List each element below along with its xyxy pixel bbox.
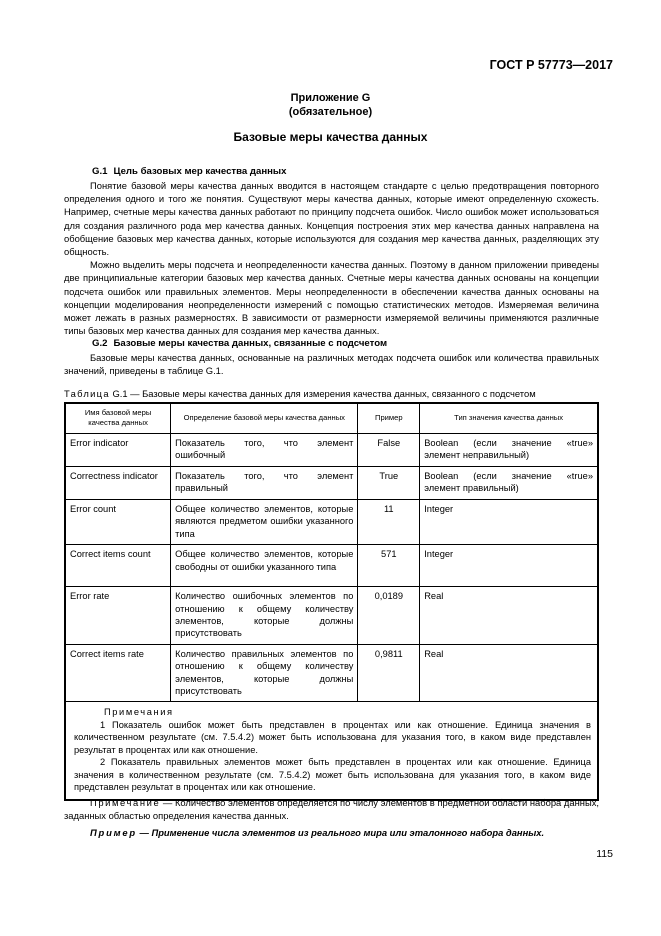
table-row <box>65 434 598 467</box>
column-header: Тип значения качества данных <box>420 403 598 434</box>
table-row <box>65 500 598 545</box>
section-g1-number: G.1 <box>92 166 108 177</box>
example-text: — Применение числа элементов из реального мира или эталонного набора данных. <box>136 827 545 838</box>
appendix-heading <box>0 91 661 119</box>
page-number: 115 <box>596 848 613 860</box>
table-cell: 571 <box>358 545 420 587</box>
table-cell: False <box>358 434 420 467</box>
table-cell: Error rate <box>65 587 171 645</box>
table-cell: Boolean (если значение «true» элемент правильный) <box>420 467 598 500</box>
paragraph: Базовые меры качества данных, основанные на различных методах подсчета ошибок или количества правильных значений, приведены в таблице G.1. <box>64 352 599 377</box>
section-g2-title: Базовые меры качества данных, связанные с подсчетом <box>113 338 388 349</box>
table-cell: Integer <box>420 500 598 545</box>
appendix-status: (обязательное) <box>288 106 373 118</box>
table-cell: Error count <box>65 500 171 545</box>
column-header: Определение базовой меры качества данных <box>171 403 358 434</box>
table-row <box>65 587 598 645</box>
appendix-label: Приложение G <box>290 92 371 104</box>
table-cell: Количество правильных элементов по отношению к общему количеству элементов, которые должны присутствовать <box>171 644 358 702</box>
table-caption-text: G.1 — Базовые меры качества данных для измерения качества данных, связанного с подсчетом <box>109 388 536 399</box>
document-code: ГОСТ Р 57773—2017 <box>489 58 613 72</box>
table-cell: Количество ошибочных элементов по отношению к общему количеству элементов, которые должны присутствовать <box>171 587 358 645</box>
table-header-row <box>65 403 598 434</box>
table-cell: Integer <box>420 545 598 587</box>
table-row <box>65 644 598 702</box>
table-cell: Показатель того, что элемент правильный <box>171 467 358 500</box>
section-g2-heading <box>92 338 393 349</box>
table-cell: Real <box>420 644 598 702</box>
appendix-title: Базовые меры качества данных <box>233 130 428 144</box>
after-table-note <box>64 796 599 822</box>
table-cell: Correct items count <box>65 545 171 587</box>
note-item: 2 Показатель правильных элементов может быть представлен в процентах или как отношение. Единица значения в количественном результате (см. 7.5.4.2) может быть использована для указания того, в каком виде представлен результат в процентах или как отношение. <box>74 757 591 792</box>
table-cell: 0,9811 <box>358 644 420 702</box>
section-g1-body <box>64 179 599 337</box>
table-notes-row <box>65 702 598 800</box>
section-g1-title: Цель базовых мер качества данных <box>113 166 287 177</box>
example-line <box>64 826 599 839</box>
table-cell: Общее количество элементов, которые свободны от ошибки указанного типа <box>171 545 358 587</box>
paragraph: Можно выделить меры подсчета и неопределенности качества данных. Поэтому в данном приложении приведены две принципиальные категории базовых мер качества данных. Счетные меры качества данных основаны на концепции подсчета ошибок или правильных элементов. Меры неопределенности в обеспечении качества данных основаны на концепции моделирования неопределенности измерений с помощью статистических методов. Измеряемая величина может лежать в разных размерностях. В зависимости от размерности измеряемой величины применяются различные типы базовых мер качества данных для создания мер качества данных. <box>64 259 599 337</box>
column-header: Имя базовой меры качества данных <box>65 403 171 434</box>
note-label: Примечание <box>90 797 161 808</box>
table-cell: 0,0189 <box>358 587 420 645</box>
table-cell: Показатель того, что элемент ошибочный <box>171 434 358 467</box>
section-g1-heading <box>92 166 292 177</box>
example-label: Пример <box>90 827 137 838</box>
table-cell: Общее количество элементов, которые являются предметом ошибки указанного типа <box>171 500 358 545</box>
table-cell: Correctness indicator <box>65 467 171 500</box>
table-caption <box>64 388 536 399</box>
table-cell: Boolean (если значение «true» элемент неправильный) <box>420 434 598 467</box>
paragraph: Понятие базовой меры качества данных вводится в настоящем стандарте с целью предотвращения повторного определения одного и того же понятия. Существуют меры качества данных, которые имеют определенную схожесть. Например, счетные меры качества данных работают по принципу подсчета ошибок. Число ошибок может использоваться для создания различного рода мер качества данных. Концепция построения этих мер качества данных направлена на обобщение базовых мер качества данных, которые используются для создания мер качества данных, разделяющих эту общность. <box>64 180 599 258</box>
table-cell: Real <box>420 587 598 645</box>
table-cell: True <box>358 467 420 500</box>
note-item: 1 Показатель ошибок может быть представлен в процентах или как отношение. Единица значения в количественном результате (см. 7.5.4.2) может быть использована для указания того, в каком виде представлен результат в процентах или как отношение. <box>74 719 591 755</box>
table-cell: 11 <box>358 500 420 545</box>
note-text: — Количество элементов определяется по числу элементов в предметной области набора данных, заданных областью определения качества данных. <box>64 797 599 822</box>
section-g2-body <box>64 351 599 377</box>
notes-title: Примечания <box>104 707 174 718</box>
table-row <box>65 467 598 500</box>
table-notes <box>65 702 598 800</box>
table-row <box>65 545 598 587</box>
table-cell: Error indicator <box>65 434 171 467</box>
table-cell: Correct items rate <box>65 644 171 702</box>
measures-table <box>64 402 599 801</box>
column-header: Пример <box>358 403 420 434</box>
table-caption-prefix: Таблица <box>64 388 110 399</box>
section-g2-number: G.2 <box>92 338 108 349</box>
